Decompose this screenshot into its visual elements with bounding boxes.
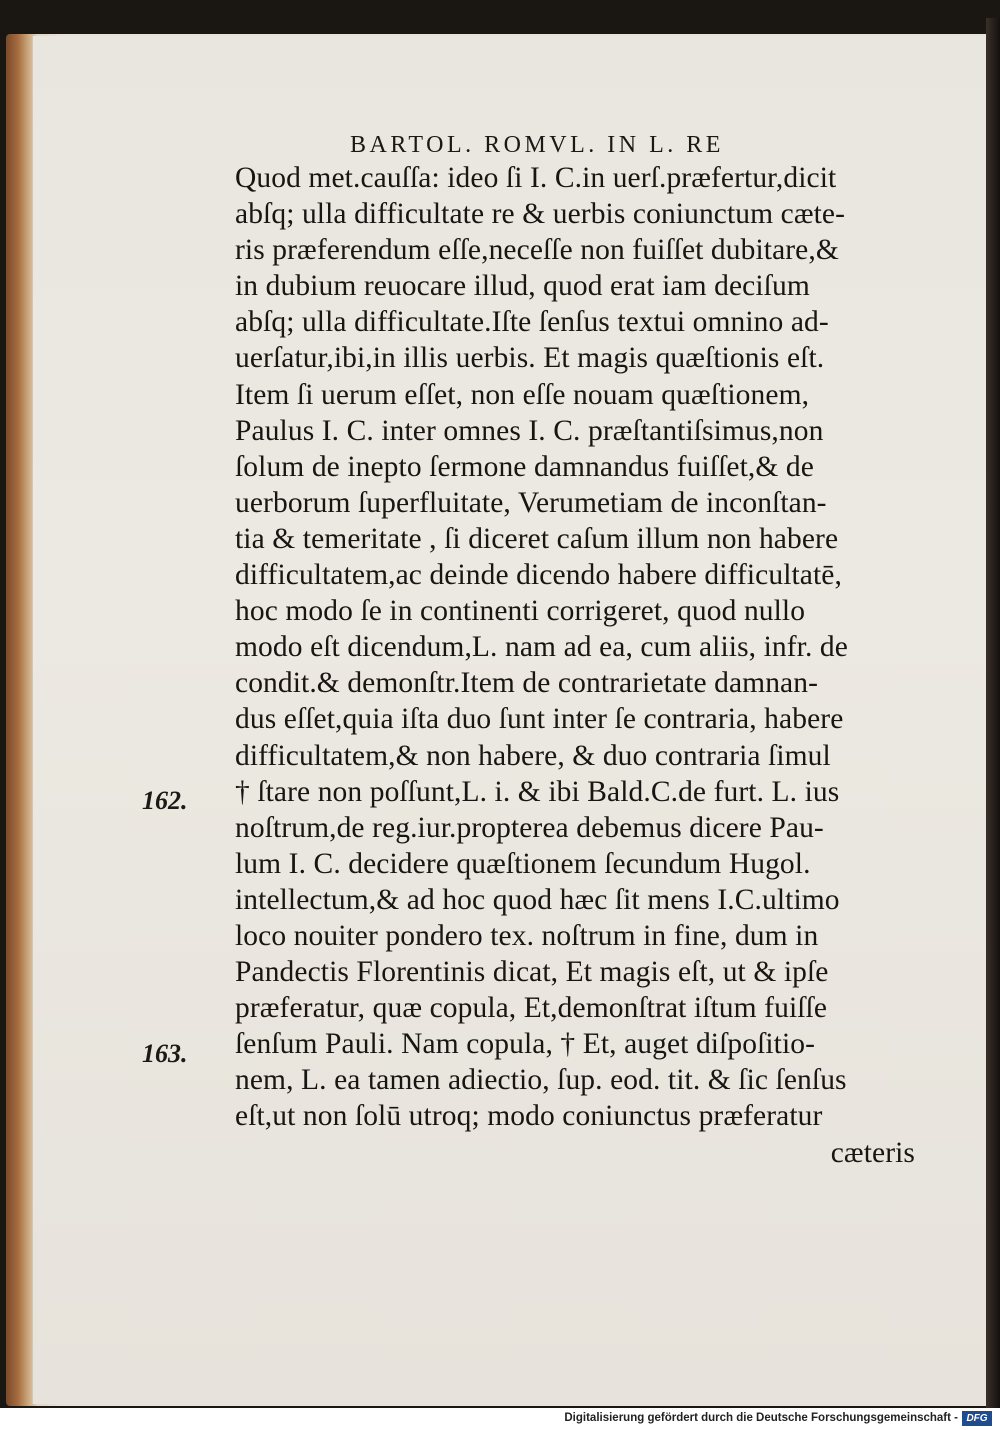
text-line-19: noſtrum,de reg.iur.propterea debemus dicere Pau- [235, 811, 824, 844]
text-line-18: † ſtare non poſſunt,L. i. & ibi Bald.C.de furt. L. ius [235, 775, 840, 808]
text-line-24: præferatur, quæ copula, Et,demonſtrat iſtum fuiſſe [235, 992, 828, 1025]
text-line-26: nem, L. ea tamen adiectio, ſup. eod. tit. & ſic ſenſus [235, 1064, 847, 1097]
text-line-27: eſt,ut non ſolū utroq; modo coniunctus præferatur [235, 1100, 823, 1133]
text-line-3: ris præferendum eſſe,neceſſe non fuiſſet dubitare,& [235, 234, 839, 267]
footer-credit: Digitalisierung gefördert durch die Deutsche Forschungsgemeinschaft - [564, 1412, 958, 1424]
footer-bar [0, 1408, 1000, 1430]
margin-note-162: 162. [142, 786, 188, 815]
text-line-14: modo eſt dicendum,L. nam ad ea, cum aliis, infr. de [235, 631, 848, 664]
text-line-11: tia & temeritate , ſi diceret caſum illum non habere [235, 522, 839, 555]
text-line-7: Item ſi uerum eſſet, non eſſe nouam quæſtionem, [235, 378, 810, 411]
text-block [235, 160, 915, 1171]
text-line-12: difficultatem,ac deinde dicendo habere difficultatē, [235, 559, 842, 592]
text-line-6: uerſatur,ibi,in illis uerbis. Et magis quæſtionis eſt. [235, 342, 825, 375]
text-line-4: in dubium reuocare illud, quod erat iam deciſum [235, 270, 810, 303]
text-line-15: condit.& demonſtr.Item de contrarietate damnan- [235, 667, 819, 700]
text-line-20: lum I. C. decidere quæſtionem ſecundum Hugol. [235, 847, 811, 880]
text-line-25: ſenſum Pauli. Nam copula, † Et, auget diſpoſitio- [235, 1028, 816, 1061]
text-line-8: Paulus I. C. inter omnes I. C. præſtantiſsimus,non [235, 414, 824, 447]
text-line-1: Quod met.cauſſa: ideo ſi I. C.in uerſ.præfertur,dicit [235, 162, 837, 194]
text-line-2: abſq; ulla difficultate re & uerbis coniunctum cæte- [235, 198, 846, 231]
text-line-21: intellectum,& ad hoc quod hæc ſit mens I.C.ultimo [235, 883, 840, 916]
text-line-17: difficultatem,& non habere, & duo contraria ſimul [235, 739, 831, 772]
page-right-edge [986, 18, 1000, 1408]
text-line-16: dus eſſet,quia iſta duo ſunt inter ſe contraria, habere [235, 703, 844, 736]
margin-note-163: 163. [142, 1039, 188, 1068]
text-line-9: ſolum de inepto ſermone damnandus fuiſſet,& de [235, 450, 814, 483]
dfg-logo-icon: DFG [962, 1411, 992, 1426]
running-head: BARTOL. ROMVL. IN L. RE [350, 132, 724, 158]
catchword: cæteris [830, 1136, 915, 1169]
text-line-22: loco nouiter pondero tex. noſtrum in fine, dum in [235, 919, 819, 952]
text-line-13: hoc modo ſe in continenti corrigeret, quod nullo [235, 595, 806, 628]
text-line-23: Pandectis Florentinis dicat, Et magis eſt, ut & ipſe [235, 956, 829, 989]
text-line-10: uerborum ſuperfluitate, Verumetiam de inconſtan- [235, 486, 827, 519]
text-line-5: abſq; ulla difficultate.Iſte ſenſus textui omnino ad- [235, 306, 829, 339]
